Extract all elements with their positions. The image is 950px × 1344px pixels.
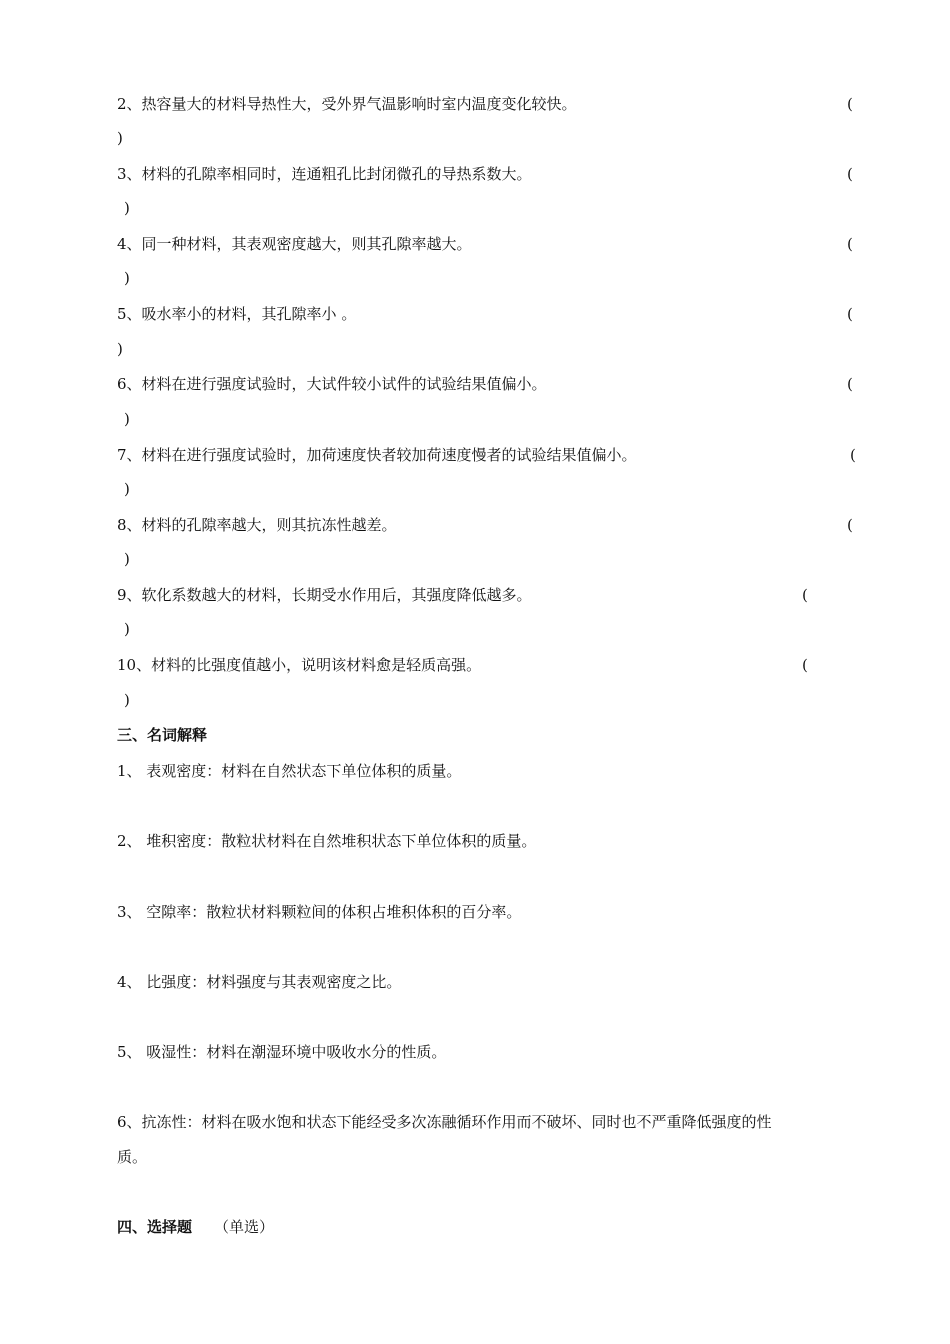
tf-item-2-open-paren: ( — [847, 95, 853, 113]
tf-item-7: 7、材料在进行强度试验时，加荷速度快者较加荷速度慢者的试验结果值偏小。 — [117, 446, 637, 464]
tf-item-2: 2、热容量大的材料导热性大，受外界气温影响时室内温度变化较快。 — [117, 95, 577, 113]
tf-item-7-close-paren: ) — [124, 480, 130, 498]
definition-2: 2、 堆积密度：散粒状材料在自然堆积状态下单位体积的质量。 — [117, 832, 537, 850]
definition-6-line-2: 质。 — [117, 1148, 148, 1166]
definition-5: 5、 吸湿性：材料在潮湿环境中吸收水分的性质。 — [117, 1043, 447, 1061]
definition-1: 1、 表观密度：材料在自然状态下单位体积的质量。 — [117, 762, 462, 780]
tf-item-6-close-paren: ) — [124, 410, 130, 428]
section-4-subtitle: （单选） — [214, 1218, 275, 1236]
tf-item-8: 8、材料的孔隙率越大，则其抗冻性越差。 — [117, 516, 397, 534]
definition-3: 3、 空隙率：散粒状材料颗粒间的体积占堆积体积的百分率。 — [117, 903, 522, 921]
tf-item-8-open-paren: ( — [847, 516, 853, 534]
section-3-title: 三、名词解释 — [117, 726, 208, 744]
tf-item-10-open-paren: ( — [802, 656, 808, 674]
section-4-title: 四、选择题 — [117, 1218, 193, 1236]
tf-item-4-open-paren: ( — [847, 235, 853, 253]
tf-item-9: 9、软化系数越大的材料，长期受水作用后，其强度降低越多。 — [117, 586, 532, 604]
tf-item-6: 6、材料在进行强度试验时，大试件较小试件的试验结果值偏小。 — [117, 375, 547, 393]
tf-item-5-close-paren: ) — [117, 340, 123, 358]
tf-item-4-close-paren: ) — [124, 269, 130, 287]
tf-item-10: 10、材料的比强度值越小，说明该材料愈是轻质高强。 — [117, 656, 482, 674]
tf-item-5: 5、吸水率小的材料，其孔隙率小 。 — [117, 305, 357, 323]
tf-item-7-open-paren: ( — [850, 446, 856, 464]
tf-item-3-close-paren: ) — [124, 199, 130, 217]
tf-item-8-close-paren: ) — [124, 550, 130, 568]
tf-item-9-open-paren: ( — [802, 586, 808, 604]
definition-4: 4、 比强度：材料强度与其表观密度之比。 — [117, 973, 402, 991]
tf-item-4: 4、同一种材料，其表观密度越大，则其孔隙率越大。 — [117, 235, 472, 253]
tf-item-6-open-paren: ( — [847, 375, 853, 393]
tf-item-5-open-paren: ( — [847, 305, 853, 323]
tf-item-10-close-paren: ) — [124, 691, 130, 709]
section-4-heading — [117, 1217, 274, 1237]
tf-item-2-close-paren: ) — [117, 129, 123, 147]
definition-6-line-1: 6、抗冻性：材料在吸水饱和状态下能经受多次冻融循环作用而不破坏、同时也不严重降低强度的性 — [117, 1113, 772, 1131]
tf-item-9-close-paren: ) — [124, 620, 130, 638]
tf-item-3-open-paren: ( — [847, 165, 853, 183]
tf-item-3: 3、材料的孔隙率相同时，连通粗孔比封闭微孔的导热系数大。 — [117, 165, 532, 183]
